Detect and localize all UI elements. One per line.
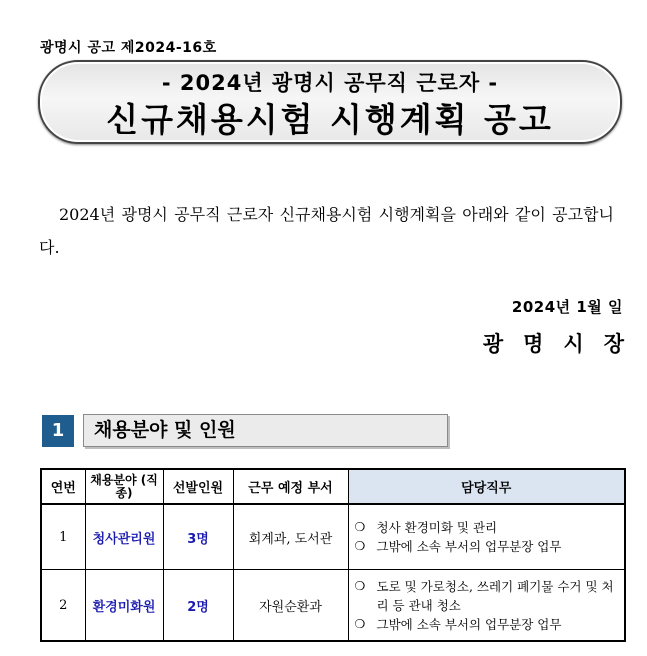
row-count: 3명 — [163, 504, 233, 570]
table-row — [41, 504, 625, 570]
header-count: 선발인원 — [163, 469, 233, 504]
duty-text: 도로 및 가로청소, 쓰레기 폐기물 수거 및 처리 등 관내 청소 — [376, 578, 614, 613]
duty-text: 청사 환경미화 및 관리 — [376, 520, 498, 535]
row-duties — [348, 504, 625, 570]
header-dept: 근무 예정 부서 — [233, 469, 348, 504]
row-dept: 자원순환과 — [233, 570, 348, 642]
notice-date: 2024년 1월 일 — [511, 298, 623, 316]
header-field — [85, 469, 163, 504]
bullet-icon: ❍ — [354, 616, 366, 631]
header-duties: 담당직무 — [348, 469, 625, 504]
section-title: 채용분야 및 인원 — [83, 414, 448, 447]
section-number: 1 — [42, 415, 74, 447]
duty-item — [355, 518, 619, 537]
header-field-label: 채용분야 (직종) — [90, 472, 158, 500]
row-no: 1 — [41, 504, 85, 570]
row-field: 청사관리원 — [85, 504, 163, 570]
banner-subtitle: - 2024년 광명시 공무직 근로자 - — [161, 71, 499, 95]
row-count: 2명 — [163, 570, 233, 642]
duty-text: 그밖에 소속 부서의 업무분장 업무 — [376, 616, 562, 632]
title-banner — [38, 60, 622, 144]
duty-text: 그밖에 소속 부서의 업무분장 업무 — [376, 539, 562, 554]
table-header-row — [41, 469, 625, 504]
row-dept: 회계과, 도서관 — [233, 504, 348, 570]
row-duties — [348, 570, 625, 642]
duty-item — [355, 615, 619, 634]
bullet-icon: ❍ — [354, 578, 366, 593]
table-row — [41, 570, 625, 642]
row-field: 환경미화원 — [85, 570, 163, 642]
duty-item — [355, 537, 619, 556]
header-no: 연번 — [41, 469, 85, 504]
signer-name: 광명시장 — [482, 332, 644, 356]
bullet-icon: ❍ — [354, 520, 366, 534]
duty-item — [355, 577, 619, 615]
notice-number: 광명시 공고 제2024-16호 — [40, 40, 217, 56]
recruitment-table — [40, 468, 626, 642]
banner-title: 신규채용시험 시행계획 공고 — [106, 100, 554, 139]
bullet-icon: ❍ — [354, 539, 366, 553]
row-no: 2 — [41, 570, 85, 642]
intro-paragraph: 2024년 광명시 공무직 근로자 신규채용시험 시행계획을 아래와 같이 공고합니다. — [39, 205, 614, 257]
